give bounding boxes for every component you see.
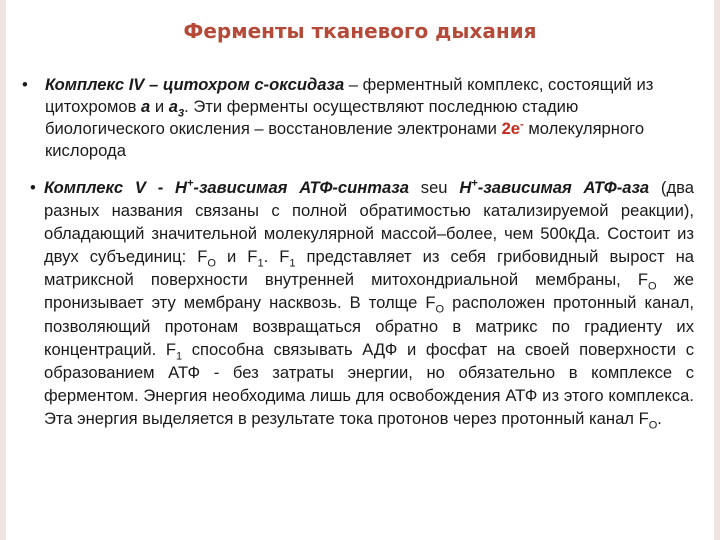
electrons-term: 2е-: [501, 118, 524, 138]
bullet-complex-v: [30, 176, 694, 430]
complex-iv-label: Комплекс IV – цитохром с-оксидаза: [45, 75, 345, 94]
complex-v-label: Комплекс V - Н+-зависимая АТФ-синтаза: [44, 177, 409, 197]
right-decor-bar: [714, 0, 720, 540]
slide-title: Ферменты тканевого дыхания: [183, 19, 537, 43]
bullet-complex-v-text: Комплекс V - Н+-зависимая АТФ-синтаза seu Н+-зависимая АТФ-аза (два разных названия связаны с полной обратимостью катализируемой реакции), обладающий значительной молекулярной массой–более, чем 500кДа. Состоит из двух субъединиц: $F_O$ и $F_1$. $F_1$ представляет из себя грибовидный вырост на матриксной поверхности внутренней митохондриальной мембраны, $F_O$ же пронизывает эту мембрану насквозь. В толще $F_O$ расположен протонный канал, позволяющий протонам возвращаться обратно в матрикс по градиенту их концентраций. $F_1$ способна связывать АДФ и фосфат на своей поверхности с образованием АТФ - без затраты энергии, но обязательно в комплексе с ферментом. Энергия необходима лишь для освобождения АТФ из этого комплекса. Эта энергия выделяется в результате тока протонов через протонный канал $F_O$.: [44, 177, 694, 432]
left-decor-bar: [0, 0, 6, 540]
complex-v-alt-label: Н+-зависимая АТФ-аза: [459, 177, 650, 197]
bullet-marker: •: [30, 178, 36, 197]
bullet-complex-iv: [22, 74, 682, 162]
bullet-complex-iv-text: Комплекс IV – цитохром с-оксидаза – ферментный комплекс, состоящий из цитохромов а и $а_3$. Эти ферменты осуществляют последнюю стадию биологического окисления – восстановление электронами 2е- молекулярного кислорода: [45, 75, 654, 160]
bullet-marker: •: [22, 75, 28, 94]
